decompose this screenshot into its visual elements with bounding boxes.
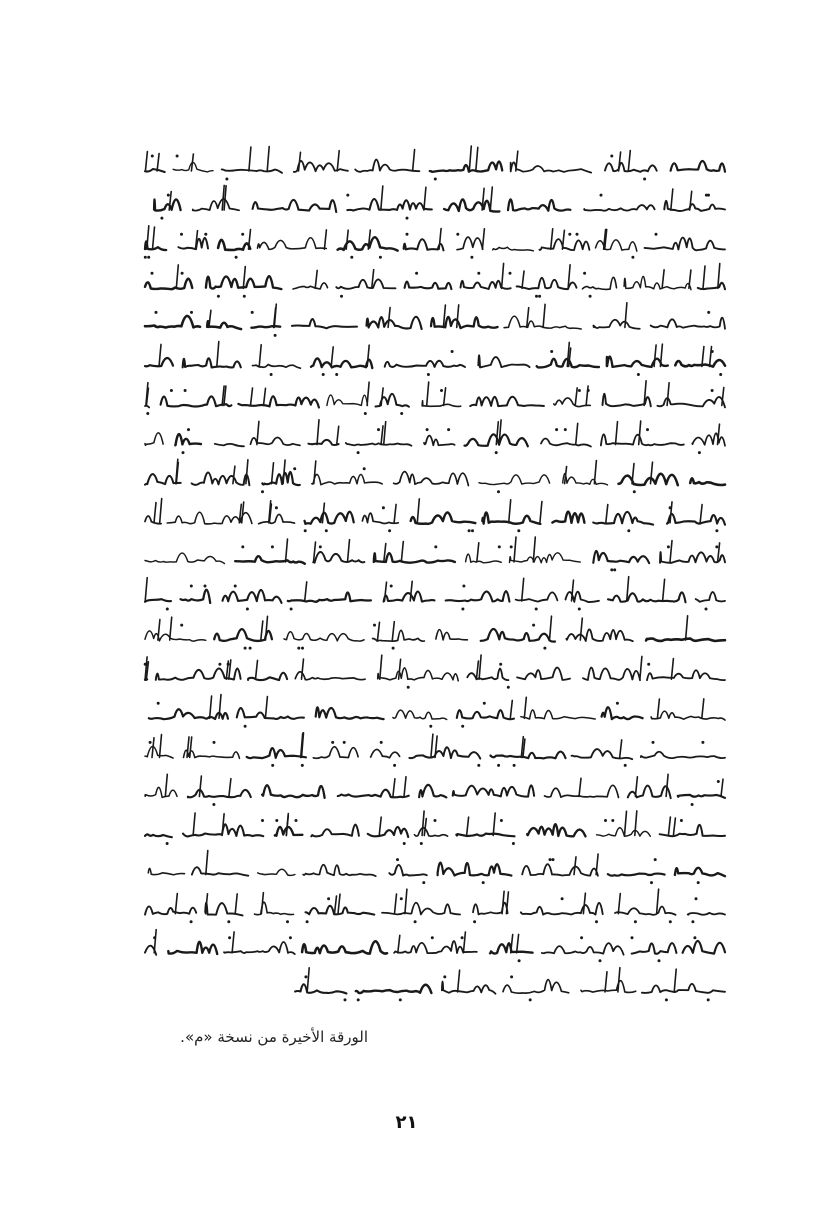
manuscript-line: [145, 342, 725, 376]
figure-caption: الورقة الأخيرة من نسخة «م».: [180, 1028, 368, 1046]
manuscript-line: [145, 537, 725, 571]
manuscript-line: [144, 226, 725, 259]
manuscript-line: [145, 577, 725, 611]
manuscript-line: [145, 459, 725, 493]
manuscript-page-image: [140, 140, 730, 1020]
page-number: ٢١: [395, 1112, 418, 1133]
handwritten-arabic-text: [140, 140, 730, 1020]
manuscript-line: [149, 695, 725, 728]
manuscript-line: [145, 733, 725, 767]
manuscript-line: [145, 263, 725, 297]
manuscript-line: [145, 774, 725, 806]
manuscript-line: [145, 811, 725, 845]
manuscript-line: [145, 499, 725, 533]
manuscript-line: [145, 889, 725, 923]
manuscript-line: [145, 930, 725, 963]
manuscript-line: [145, 146, 725, 180]
manuscript-line: [145, 616, 725, 650]
manuscript-line: [145, 381, 725, 415]
manuscript-line: [295, 968, 725, 1002]
manuscript-line: [144, 655, 725, 689]
manuscript-line: [145, 420, 725, 454]
manuscript-line: [145, 303, 725, 337]
manuscript-line: [148, 851, 725, 885]
manuscript-line: [154, 185, 725, 219]
